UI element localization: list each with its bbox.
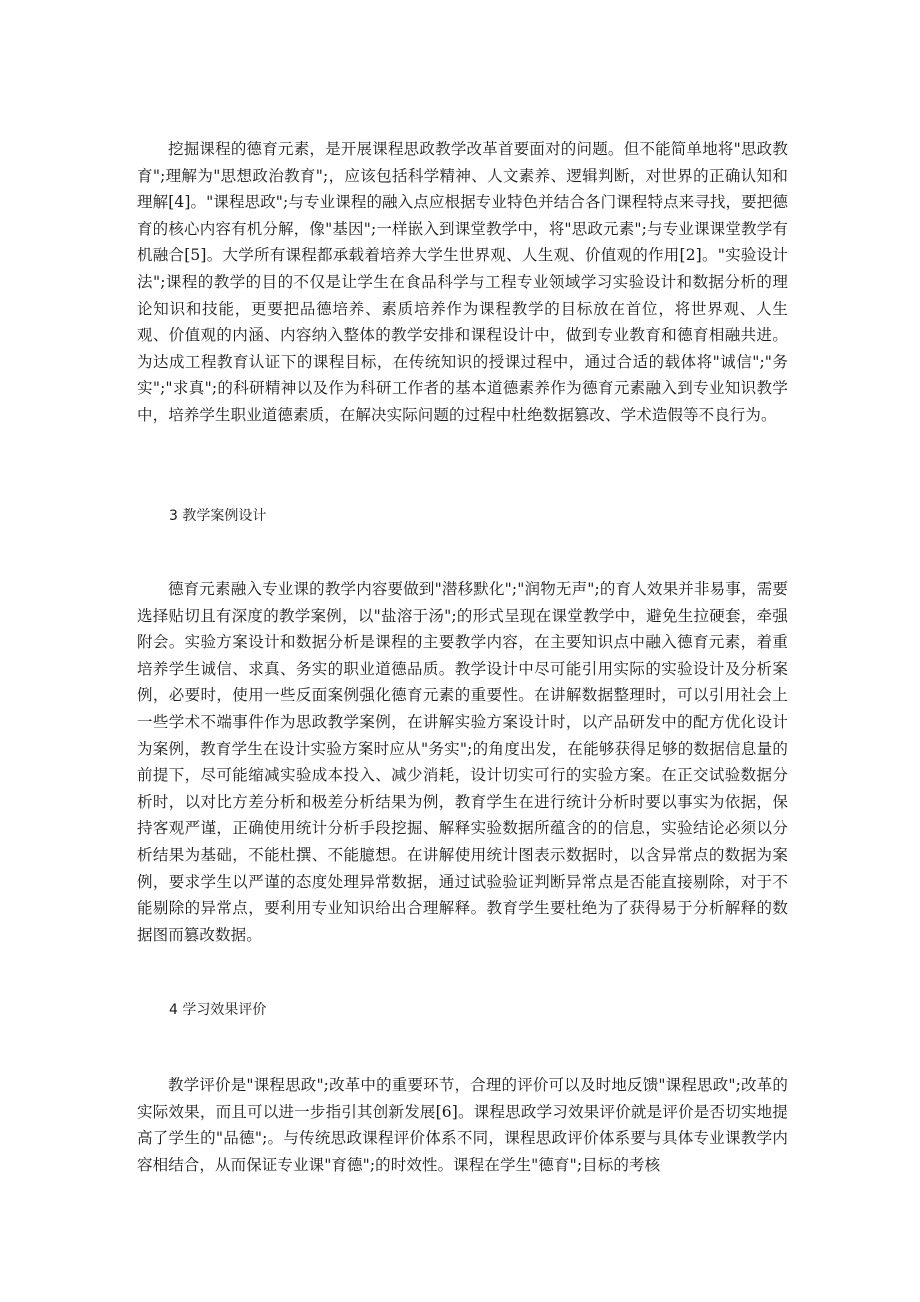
- body-paragraph: 挖掘课程的德育元素，是开展课程思政教学改革首要面对的问题。但不能简单地将"思政教育";理解为"思想政治教育";，应该包括科学精神、人文素养、逻辑判断，对世界的正确认知和理解[4]。"课程思政";与专业课程的融入点应根据专业特色并结合各门课程特点来寻找，要把德育的核心内容有机分解，像"基因";一样嵌入到课堂教学中，将"思政元素";与专业课课堂教学有机融合[5]。大学所有课程都承载着培养大学生世界观、人生观、价值观的作用[2]。"实验设计法";课程的教学的目的不仅是让学生在食品科学与工程专业领域学习实验设计和数据分析的理论知识和技能，更要把品德培养、素质培养作为课程教学的目标放在首位，将世界观、人生观、价值观的内涵、内容纳入整体的教学安排和课程设计中，做到专业教育和德育相融共进。为达成工程教育认证下的课程目标，在传统知识的授课过程中，通过合适的载体将"诚信";"务实";"求真";的科研精神以及作为科研工作者的基本道德素养作为德育元素融入到专业知识教学中，培养学生职业道德素质，在解决实际问题的过程中杜绝数据篡改、学术造假等不良行为。: [137, 140, 788, 424]
- section-heading: 4 学习效果评价: [169, 1002, 267, 1018]
- body-paragraph: 德育元素融入专业课的教学内容要做到"潜移默化";"润物无声";的育人效果并非易事，需要选择贴切且有深度的教学案例，以"盐溶于汤";的形式呈现在课堂教学中，避免生拉硬套，牵强附会。实验方案设计和数据分析是课程的主要教学内容，在主要知识点中融入德育元素，着重培养学生诚信、求真、务实的职业道德品质。教学设计中尽可能引用实际的实验设计及分析案例，必要时，使用一些反面案例强化德育元素的重要性。在讲解数据整理时，可以引用社会上一些学术不端事件作为思政教学案例，在讲解实验方案设计时，以产品研发中的配方优化设计为案例，教育学生在设计实验方案时应从"务实";的角度出发，在能够获得足够的数据信息量的前提下，尽可能缩减实验成本投入、减少消耗，设计切实可行的实验方案。在正交试验数据分析时，以对比方差分析和极差分析结果为例，教育学生在进行统计分析时要以事实为依据，保持客观严谨，正确使用统计分析手段挖掘、解释实验数据所蕴含的的信息，实验结论必须以分析结果为基础，不能杜撰、不能臆想。在讲解使用统计图表示数据时，以含异常点的数据为案例，要求学生以严谨的态度处理异常数据，通过试验验证判断异常点是否能直接剔除，对于不能剔除的异常点，要利用专业知识给出合理解释。教育学生要杜绝为了获得易于分析解释的数据图而篡改数据。: [137, 580, 788, 944]
- body-paragraph: 教学评价是"课程思政";改革中的重要环节，合理的评价可以及时地反馈"课程思政";改革的实际效果，而且可以进一步指引其创新发展[6]。课程思政学习效果评价就是评价是否切实地提高了学生的"品德";。与传统思政课程评价体系不同，课程思政评价体系要与具体专业课教学内容相结合，从而保证专业课"育德";的时效性。课程在学生"德育";目标的考核: [137, 1076, 788, 1174]
- section-heading: 3 教学案例设计: [169, 508, 267, 524]
